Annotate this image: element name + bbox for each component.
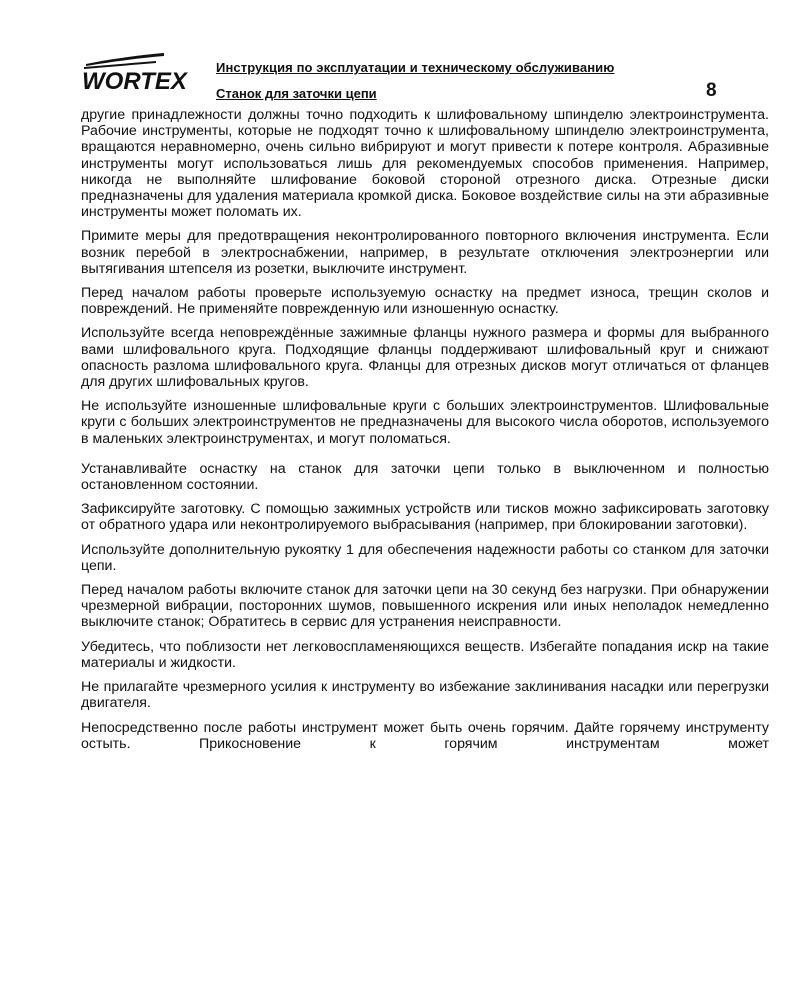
paragraph-check-tooling: Перед началом работы проверьте используемую оснастку на предмет износа, трещин сколов и повреждений. Не применяйте поврежденную или изношенную оснастку. [81,285,769,318]
product-title: Станок для заточки цепи [216,86,377,101]
paragraph-install-tooling: Устанавливайте оснастку на станок для заточки цепи только в выключенном и полностью остановленном состоянии. [81,460,769,494]
paragraph-restart-prevention: Примите меры для предотвращения неконтролированного повторного включения инструмента. Если возник перебой в электроснабжении, например, в результате отключения электроэнергии или вытягивания штепселя из розетки, выключите инструмент. [81,228,769,277]
manual-title: Инструкция по эксплуатации и техническому обслуживанию [216,60,615,75]
paragraph-test-run: Перед началом работы включите станок для заточки цепи на 30 секунд без нагрузки. При обнаружении чрезмерной вибрации, посторонних шумов, повышенного искрения или иных неполадок немедленно выключите станок; Обратитесь в сервис для устранения неисправности. [81,582,769,631]
body-text [81,107,769,752]
logo-wordmark: WORTEX [82,68,187,94]
wortex-logo [80,52,200,94]
paragraph-flanges: Используйте всегда неповреждённые зажимные фланцы нужного размера и формы для выбранного вами шлифовального круга. Подходящие фланцы поддерживают шлифовальный круг и снижают опасность разлома шлифовального круга. Фланцы для отрезных дисков могут отличаться от фланцев для других шлифовальных кругов. [81,325,769,391]
paragraph-auxiliary-handle: Используйте дополнительную рукоятку 1 для обеспечения надежности работы со станком для заточки цепи. [81,541,769,574]
paragraph-worn-wheels: Не используйте изношенные шлифовальные круги с больших электроинструментов. Шлифовальные круги с больших электроинструментов не предназначены для высокого числа оборотов, используемого в маленьких электроинструментах, и могут поломаться. [81,398,769,447]
paragraph-flammables: Убедитесь, что поблизости нет легковоспламеняющихся веществ. Избегайте попадания искр на такие материалы и жидкости. [81,638,769,671]
paragraph-no-excess-force: Не прилагайте чрезмерного усилия к инструменту во избежание заклинивания насадки или перегрузки двигателя. [81,679,769,712]
paragraph-accessories-fit: другие принадлежности должны точно подходить к шлифовальному шпинделю электроинструмента. Рабочие инструменты, которые не подходят точно к шлифовальному шпинделю электроинструмента, вращаются неравномерно, очень сильно вибрируют и могут привести к потере контроля. Абразивные инструменты могут использоваться лишь для рекомендуемых способов применения. Например, никогда не выполняйте шлифование боковой стороной отрезного диска. Отрезные диски предназначены для удаления материала кромкой диска. Боковое воздействие силы на эти абразивные инструменты может поломать их. [81,107,769,221]
paragraph-fix-workpiece: Зафиксируйте заготовку. С помощью зажимных устройств или тисков можно зафиксировать заготовку от обратного удара или неконтролируемого выбрасывания (например, при блокировании заготовки). [81,501,769,534]
paragraph-hot-tool: Непосредственно после работы инструмент может быть очень горячим. Дайте горячему инструменту остыть. Прикосновение к горячим инструментам может [81,719,769,752]
page-number: 8 [706,80,717,101]
